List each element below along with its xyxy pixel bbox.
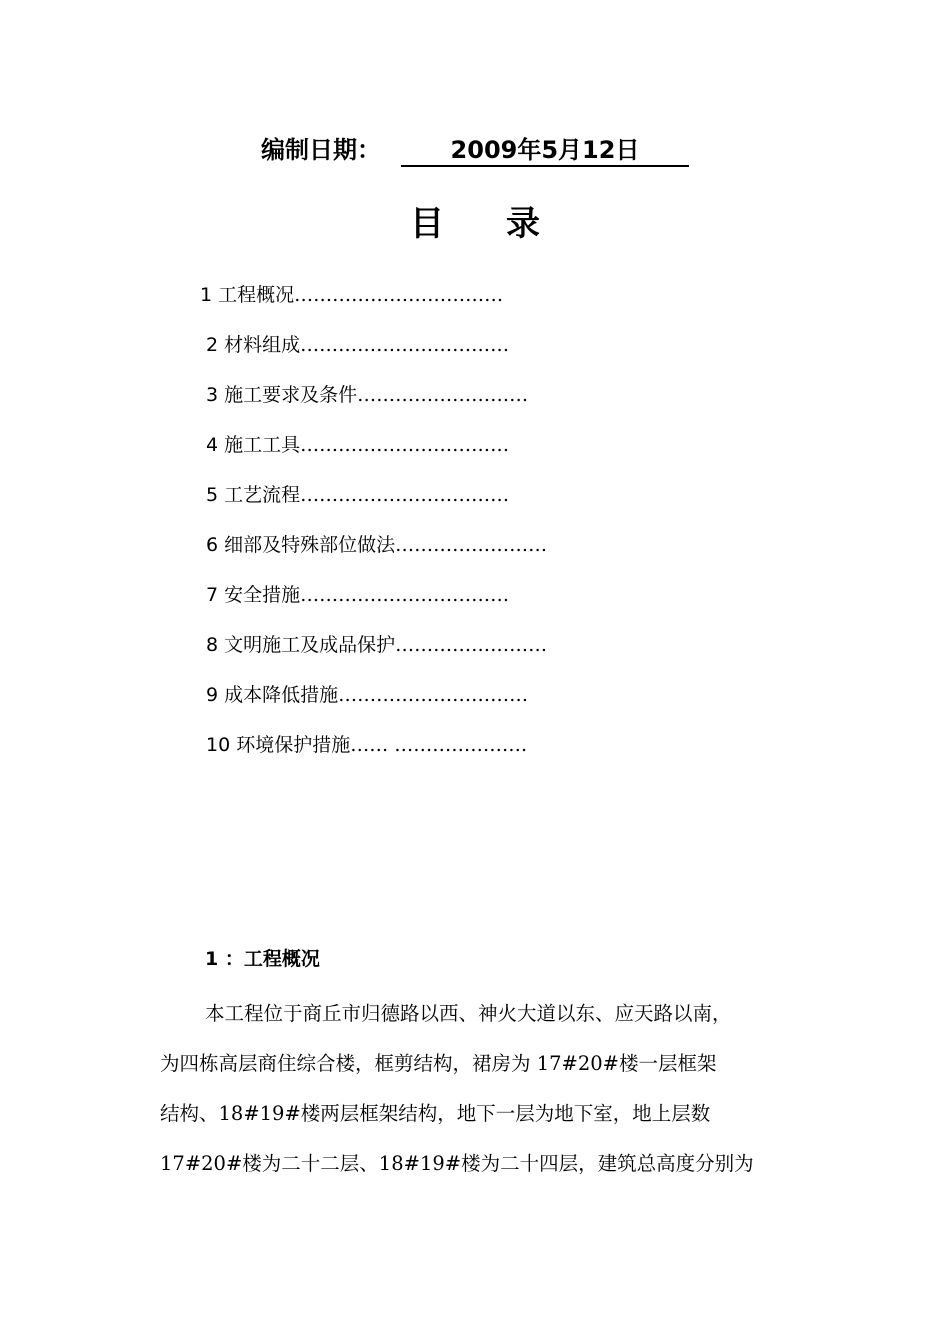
toc-item-leader: ……………………………: [300, 484, 510, 506]
toc-item[interactable]: [200, 528, 760, 578]
toc-item-text: 材料组成: [224, 334, 301, 356]
body-line: 本工程位于商丘市归德路以西、神火大道以东、应天路以南，: [205, 1002, 732, 1025]
toc-item[interactable]: [200, 478, 760, 528]
toc-item[interactable]: [200, 328, 760, 378]
toc-item[interactable]: [200, 578, 760, 628]
toc-item-number: 1: [200, 284, 213, 306]
toc-item-text: 施工要求及条件: [224, 384, 358, 406]
toc-item[interactable]: [200, 678, 760, 728]
compile-date-value: 2009年5月12日: [401, 135, 689, 167]
toc-item-number: 10: [206, 734, 231, 756]
toc-item-leader: ……………………………: [294, 284, 504, 306]
toc-title: 目录: [410, 204, 602, 244]
toc-item[interactable]: [200, 628, 760, 678]
section-body-overview: [160, 989, 810, 1189]
toc-item[interactable]: [200, 278, 760, 328]
toc-item-text: 文明施工及成品保护: [224, 634, 396, 656]
compile-date-line: [0, 133, 950, 167]
toc-item-number: 3: [206, 384, 219, 406]
compile-date-label: 编制日期：: [261, 136, 381, 164]
toc-item-leader: …………………………: [338, 684, 529, 706]
toc-item-number: 9: [206, 684, 219, 706]
toc-item-text: 细部及特殊部位做法: [224, 534, 396, 556]
toc-item-text: 成本降低措施: [224, 684, 339, 706]
toc-item-leader: ……………………………: [300, 584, 510, 606]
toc-item-number: 5: [206, 484, 219, 506]
toc-item-number: 2: [206, 334, 219, 356]
toc-item-text: 安全措施: [224, 584, 301, 606]
toc-item[interactable]: [200, 728, 760, 778]
toc-item-leader: ……………………………: [300, 434, 510, 456]
toc-item-leader: ……………………: [395, 634, 548, 656]
body-line: 17#20#楼为二十二层、18#19#楼为二十四层，建筑总高度分别为: [160, 1152, 754, 1175]
toc-item[interactable]: [200, 378, 760, 428]
toc-item-number: 8: [206, 634, 219, 656]
toc-item-text: 环境保护措施: [236, 734, 351, 756]
toc-item-leader: ………………………: [357, 384, 529, 406]
toc-item-number: 6: [206, 534, 219, 556]
toc-item-number: 4: [206, 434, 219, 456]
section-heading-overview: 1 ：工程概况: [205, 948, 320, 970]
toc-item-leader: ……………………: [395, 534, 548, 556]
toc-item-text: 施工工具: [224, 434, 301, 456]
toc-item-text: 工程概况: [218, 284, 295, 306]
table-of-contents: [200, 278, 760, 778]
body-line: 结构、18#19#楼两层框架结构，地下一层为地下室，地上层数: [160, 1102, 711, 1125]
toc-item-number: 7: [206, 584, 219, 606]
toc-item-leader: ……………………………: [300, 334, 510, 356]
body-line: 为四栋高层商住综合楼，框剪结构，裙房为 17#20#楼一层框架: [160, 1052, 717, 1075]
toc-item-leader: …… …………………: [350, 734, 528, 756]
toc-item[interactable]: [200, 428, 760, 478]
toc-item-text: 工艺流程: [224, 484, 301, 506]
